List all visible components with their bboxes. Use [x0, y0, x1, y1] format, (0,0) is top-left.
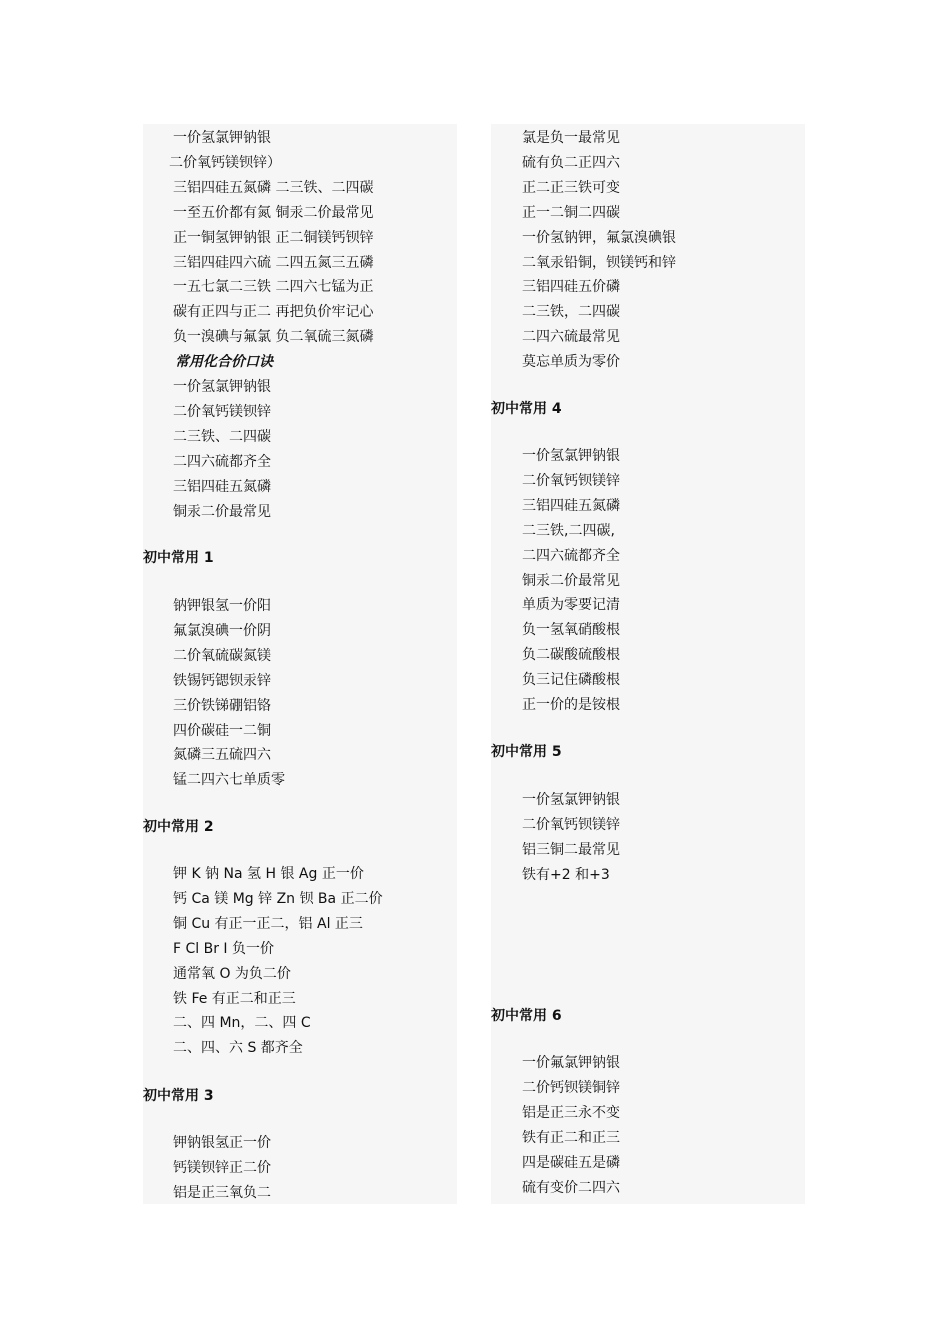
text-line: 通常氧 O 为负二价 — [173, 965, 291, 982]
section-heading: 初中常用 3 — [143, 1088, 214, 1104]
text-line: 三铝四硅四六硫 二四五氮三五磷 — [173, 254, 374, 271]
text-line: 二四六硫都齐全 — [173, 453, 271, 470]
text-line: 一价氢氯钾钠银 — [522, 448, 620, 464]
text-line: 钠钾银氢一价阳 — [173, 598, 271, 614]
text-line: 氯是负一最常见 — [522, 130, 620, 146]
text-line: 负一氢氧硝酸根 — [522, 622, 620, 639]
text-line: 铜汞二价最常见 — [522, 572, 620, 589]
text-line: 三价铁锑硼铝铬 — [173, 697, 271, 714]
text-line: 二氧汞铅铜，钡镁钙和锌 — [522, 254, 676, 271]
text-line: 铁 Fe 有正二和正三 — [173, 990, 296, 1007]
text-line: 负一溴碘与氟氯 负二氧硫三氮磷 — [173, 329, 374, 346]
text-line: 钾钠银氢正一价 — [173, 1135, 271, 1151]
text-line: 钙 Ca 镁 Mg 锌 Zn 钡 Ba 正二价 — [173, 890, 383, 907]
text-line: 负二碳酸硫酸根 — [522, 647, 620, 664]
text-line: 二价氧钙钡镁锌 — [522, 472, 620, 489]
section-heading: 初中常用 1 — [143, 550, 214, 566]
text-line: 二价钙钡镁铜锌 — [522, 1079, 620, 1096]
text-line: 铝是正三氧负二 — [173, 1184, 271, 1201]
text-line: 硫有负二正四六 — [522, 154, 620, 171]
text-line: 一价氢氯钾钠银 — [522, 792, 620, 808]
text-line: 碳有正四与正二 再把负价牢记心 — [173, 304, 374, 321]
text-line: 二四六硫最常见 — [522, 329, 620, 346]
text-line: 正一价的是铵根 — [522, 697, 620, 713]
text-line: 莫忘单质为零价 — [522, 354, 620, 371]
text-line: 铁锡钙锶钡汞锌 — [173, 672, 271, 689]
section-heading: 初中常用 5 — [491, 744, 562, 760]
text-line: 铁有+2 和+3 — [522, 866, 610, 883]
text-line: 锰二四六七单质零 — [173, 772, 285, 789]
text-line: 二价氧硫碳氮镁 — [173, 647, 271, 664]
text-line: 二价氧钙镁钡锌 — [173, 403, 271, 420]
section-heading: 初中常用 2 — [143, 819, 214, 835]
text-line: 二、四、六 S 都齐全 — [173, 1040, 303, 1057]
text-line: 一价氢钠钾，氟氯溴碘银 — [522, 229, 676, 246]
text-line: 一至五价都有氮 铜汞二价最常见 — [173, 204, 374, 221]
text-line: 二、四 Mn，二、四 C — [173, 1015, 311, 1032]
section-heading: 初中常用 6 — [491, 1008, 562, 1024]
text-line: 一五七氯二三铁 二四六七锰为正 — [173, 279, 374, 296]
text-line: 三铝四硅五氮磷 — [522, 497, 620, 514]
text-line: 正一铜氢钾钠银 正二铜镁钙钡锌 — [173, 229, 374, 246]
text-line: 四价碳硅一二铜 — [173, 722, 271, 739]
section-heading: 初中常用 4 — [491, 401, 562, 417]
text-line: 氮磷三五硫四六 — [173, 747, 271, 764]
text-line: 三铝四硅五氮磷 二三铁、二四碳 — [173, 179, 374, 196]
text-line: 四是碳硅五是磷 — [522, 1154, 620, 1171]
text-line: 铜汞二价最常见 — [173, 503, 271, 520]
text-line: 三铝四硅五氮磷 — [173, 478, 271, 495]
text-line: 单质为零要记清 — [522, 597, 620, 614]
text-line: 铁有正二和正三 — [522, 1129, 620, 1146]
text-line: 正二正三铁可变 — [522, 179, 620, 196]
text-line: 二三铁、二四碳 — [173, 428, 271, 445]
text-line: 硫有变价二四六 — [522, 1179, 620, 1196]
text-line: 二价氧钙钡镁锌 — [522, 816, 620, 833]
section-heading: 常用化合价口诀 — [175, 354, 273, 370]
text-line: 铜 Cu 有正一正二，铝 Al 正三 — [173, 915, 363, 932]
text-line: F Cl Br I 负一价 — [173, 940, 275, 957]
text-line: 氟氯溴碘一价阴 — [173, 622, 271, 639]
text-line: 铝是正三永不变 — [522, 1104, 620, 1121]
text-line: 铝三铜二最常见 — [522, 841, 620, 858]
text-line: 负三记住磷酸根 — [522, 672, 620, 689]
text-line: 钙镁钡锌正二价 — [173, 1159, 271, 1176]
text-line: 二四六硫都齐全 — [522, 547, 620, 564]
text-line: 钾 K 钠 Na 氢 H 银 Ag 正一价 — [173, 866, 364, 882]
text-line: 三铝四硅五价磷 — [522, 279, 620, 296]
text-line: 一价氢氯钾钠银 — [173, 130, 271, 146]
text-line: 二价氧钙镁钡锌） — [169, 154, 281, 171]
text-line: 二三铁,二四碳, — [522, 522, 615, 539]
text-line: 一价氢氯钾钠银 — [173, 379, 271, 395]
text-line: 一价氟氯钾钠银 — [522, 1055, 620, 1071]
text-line: 二三铁，二四碳 — [522, 304, 620, 321]
text-line: 正一二铜二四碳 — [522, 204, 620, 221]
